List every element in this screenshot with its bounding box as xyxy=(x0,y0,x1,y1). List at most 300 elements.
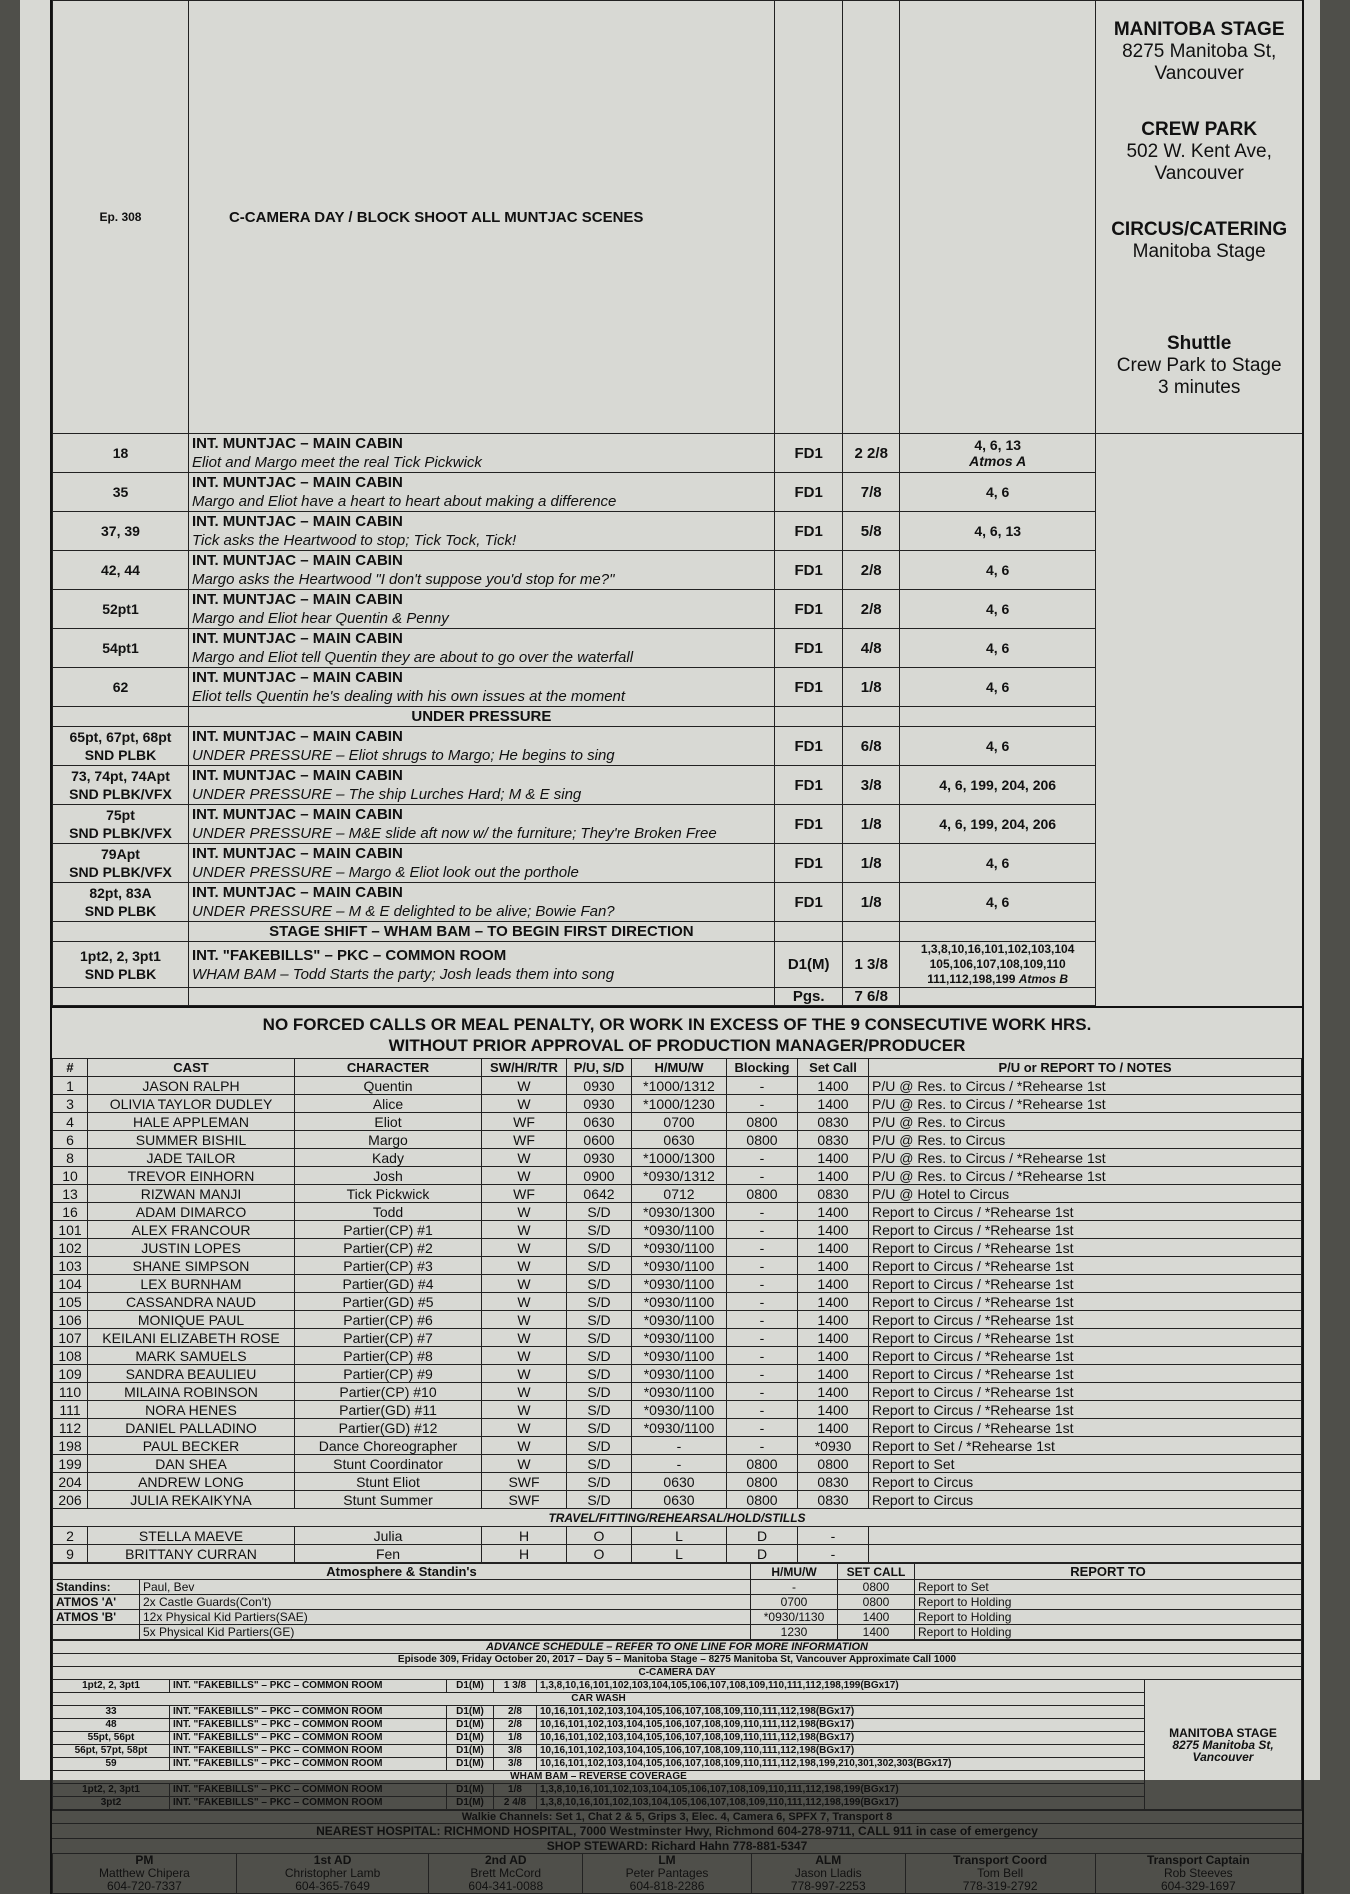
cast-row xyxy=(53,1095,1302,1113)
cast-hmu: *1000/1312 xyxy=(632,1077,727,1095)
advance-pages: 1/8 xyxy=(494,1784,537,1797)
cast-pu: 0630 xyxy=(567,1113,632,1131)
scene-row xyxy=(53,590,1303,629)
cast-row xyxy=(53,1473,1302,1491)
cast-setcall: 1400 xyxy=(798,1149,869,1167)
scene-row xyxy=(53,434,1303,473)
advance-set: D1(M) xyxy=(447,1680,494,1693)
scene-cast-2: 105,106,107,108,109,110 xyxy=(929,957,1066,971)
cast-status: WF xyxy=(482,1113,567,1131)
scene-pages: 2 2/8 xyxy=(843,434,900,473)
cast-hmu: *1000/1300 xyxy=(632,1149,727,1167)
advance-cast: 10,16,101,102,103,104,105,106,107,108,109,110,111,112,198,199,210,301,302,303(BGx17) xyxy=(537,1758,1145,1771)
contacts-row xyxy=(53,1854,1302,1894)
cast-setcall: 1400 xyxy=(798,1401,869,1419)
contact-name: Matthew Chipera xyxy=(99,1866,190,1880)
scene-number: 79Apt xyxy=(101,846,140,862)
cast-num: 204 xyxy=(53,1473,88,1491)
cast-num: 105 xyxy=(53,1293,88,1311)
cast-setcall: 0830 xyxy=(798,1131,869,1149)
cast-row xyxy=(53,1329,1302,1347)
scene-cast: 4, 6, 13 xyxy=(974,523,1022,539)
location-line-2: Vancouver xyxy=(1154,163,1244,184)
cast-row xyxy=(53,1185,1302,1203)
work-hours-notice xyxy=(52,1006,1302,1058)
cast-hmu: *0930/1100 xyxy=(632,1329,727,1347)
location-title: MANITOBA STAGE xyxy=(1113,19,1285,40)
cast-header-row xyxy=(53,1059,1302,1077)
cast-blocking: - xyxy=(727,1167,798,1185)
cast-blocking: - xyxy=(727,1149,798,1167)
cast-status: H xyxy=(482,1545,567,1563)
scene-desc-cell xyxy=(188,805,774,844)
cast-name: LEX BURNHAM xyxy=(88,1275,295,1293)
locations-panel xyxy=(1096,1,1302,434)
cast-blocking: D xyxy=(727,1545,798,1563)
cast-row xyxy=(53,1131,1302,1149)
atmos-col-report: REPORT TO xyxy=(915,1564,1302,1580)
cast-blocking: - xyxy=(727,1257,798,1275)
cast-notes xyxy=(869,1545,1302,1563)
travel-header-row xyxy=(53,1509,1302,1527)
cast-setcall: 0830 xyxy=(798,1185,869,1203)
advance-row xyxy=(53,1719,1302,1732)
cast-character: Tick Pickwick xyxy=(295,1185,482,1203)
scene-set: FD1 xyxy=(774,473,843,512)
advance-title: ADVANCE SCHEDULE – REFER TO ONE LINE FOR MORE INFORMATION xyxy=(53,1641,1302,1654)
cast-character: Dance Choreographer xyxy=(295,1437,482,1455)
cast-character: Julia xyxy=(295,1527,482,1545)
cast-name: MILAINA ROBINSON xyxy=(88,1383,295,1401)
atmos-desc: 12x Physical Kid Partiers(SAE) xyxy=(140,1610,751,1625)
scene-set: FD1 xyxy=(774,512,843,551)
scene-cast: 4, 6 xyxy=(985,562,1010,578)
cast-status: W xyxy=(482,1149,567,1167)
cast-blocking: - xyxy=(727,1437,798,1455)
cast-pu: S/D xyxy=(567,1401,632,1419)
cast-setcall: 1400 xyxy=(798,1275,869,1293)
scene-number-cell xyxy=(53,805,189,844)
cast-character: Quentin xyxy=(295,1077,482,1095)
advance-row xyxy=(53,1784,1302,1797)
scene-set: FD1 xyxy=(774,883,843,922)
cast-pu: O xyxy=(567,1527,632,1545)
location-block xyxy=(1099,219,1299,263)
scene-pages: 2/8 xyxy=(843,551,900,590)
cast-status: SWF xyxy=(482,1491,567,1509)
atmos-report: Report to Set xyxy=(915,1580,1302,1595)
contact-role: 1st AD xyxy=(313,1853,352,1867)
episode-label: Ep. 308 xyxy=(53,1,189,434)
cast-name: JASON RALPH xyxy=(88,1077,295,1095)
cast-row xyxy=(53,1401,1302,1419)
advance-title-row xyxy=(53,1641,1302,1654)
advance-slug: INT. "FAKEBILLS" – PKC – COMMON ROOM xyxy=(170,1745,447,1758)
cast-pu: S/D xyxy=(567,1239,632,1257)
scene-cast-cell xyxy=(899,434,1095,473)
cast-notes: P/U @ Hotel to Circus xyxy=(869,1185,1302,1203)
scene-description: UNDER PRESSURE – Margo & Eliot look out the porthole xyxy=(191,864,579,881)
cast-character: Partier(CP) #3 xyxy=(295,1257,482,1275)
cast-name: NORA HENES xyxy=(88,1401,295,1419)
scene-desc-cell xyxy=(188,590,774,629)
advance-scene: 55pt, 56pt xyxy=(53,1732,170,1745)
scene-row xyxy=(53,844,1303,883)
cast-blocking: - xyxy=(727,1419,798,1437)
location-title: Shuttle xyxy=(1166,333,1232,354)
atmos-row xyxy=(53,1610,1302,1625)
cast-notes: P/U @ Res. to Circus / *Rehearse 1st xyxy=(869,1077,1302,1095)
cast-name: JUSTIN LOPES xyxy=(88,1239,295,1257)
scene-row xyxy=(53,942,1303,988)
cast-blocking: 0800 xyxy=(727,1491,798,1509)
cast-setcall: 0830 xyxy=(798,1473,869,1491)
cast-pu: S/D xyxy=(567,1437,632,1455)
cast-notes xyxy=(869,1527,1302,1545)
cast-status: W xyxy=(482,1437,567,1455)
atmos-header-row xyxy=(53,1564,1302,1580)
contact-cell xyxy=(583,1854,752,1894)
cast-notes: Report to Circus / *Rehearse 1st xyxy=(869,1203,1302,1221)
scene-set: FD1 xyxy=(774,766,843,805)
cast-character: Partier(CP) #6 xyxy=(295,1311,482,1329)
cast-pu: 0930 xyxy=(567,1077,632,1095)
advance-pages: 1/8 xyxy=(494,1732,537,1745)
advance-location-title: MANITOBA STAGE xyxy=(1169,1725,1277,1740)
scene-slug: INT. MUNTJAC – MAIN CABIN xyxy=(191,435,403,452)
scene-description: Margo and Eliot hear Quentin & Penny xyxy=(191,610,449,627)
scene-pages: 6/8 xyxy=(843,727,900,766)
location-line-1: 8275 Manitoba St, xyxy=(1122,41,1277,62)
cast-num: 198 xyxy=(53,1437,88,1455)
cast-row xyxy=(53,1365,1302,1383)
cast-blocking: - xyxy=(727,1401,798,1419)
cast-status: W xyxy=(482,1419,567,1437)
cast-pu: S/D xyxy=(567,1203,632,1221)
advance-row xyxy=(53,1745,1302,1758)
scene-description: UNDER PRESSURE – M&E slide aft now w/ the furniture; They're Broken Free xyxy=(191,825,717,842)
cast-name: TREVOR EINHORN xyxy=(88,1167,295,1185)
scene-note: SND PLBK/VFX xyxy=(69,825,172,841)
cast-blocking: - xyxy=(727,1293,798,1311)
advance-row xyxy=(53,1706,1302,1719)
contact-phone: 604-341-0088 xyxy=(468,1879,544,1893)
cast-character: Partier(CP) #10 xyxy=(295,1383,482,1401)
scene-cast-cell xyxy=(899,590,1095,629)
cast-notes: Report to Set / *Rehearse 1st xyxy=(869,1437,1302,1455)
scene-number-cell xyxy=(53,883,189,922)
cast-num: 102 xyxy=(53,1239,88,1257)
scene-cast-2: Atmos A xyxy=(969,453,1027,469)
cast-row xyxy=(53,1383,1302,1401)
cast-notes: Report to Circus / *Rehearse 1st xyxy=(869,1239,1302,1257)
advance-carwash-row xyxy=(53,1693,1302,1706)
scene-description: Tick asks the Heartwood to stop; Tick Tock, Tick! xyxy=(191,532,517,549)
cast-setcall: 1400 xyxy=(798,1095,869,1113)
advance-pages: 1 3/8 xyxy=(494,1680,537,1693)
cast-hmu: *0930/1100 xyxy=(632,1419,727,1437)
scene-desc-cell xyxy=(188,883,774,922)
scene-slug: INT. MUNTJAC – MAIN CABIN xyxy=(191,513,403,530)
cast-setcall: 1400 xyxy=(798,1329,869,1347)
notice-line-2: WITHOUT PRIOR APPROVAL OF PRODUCTION MANAGER/PRODUCER xyxy=(388,1036,966,1055)
cast-notes: Report to Circus / *Rehearse 1st xyxy=(869,1221,1302,1239)
cast-setcall: 1400 xyxy=(798,1257,869,1275)
cast-setcall: - xyxy=(798,1527,869,1545)
advance-schedule-table xyxy=(52,1640,1302,1810)
stage-shift-banner: STAGE SHIFT – WHAM BAM – TO BEGIN FIRST DIRECTION xyxy=(188,922,774,942)
scene-number: 73, 74pt, 74Apt xyxy=(71,768,170,784)
col-num: # xyxy=(53,1059,88,1077)
cast-pu: S/D xyxy=(567,1347,632,1365)
travel-row xyxy=(53,1527,1302,1545)
cast-notes: Report to Circus / *Rehearse 1st xyxy=(869,1293,1302,1311)
advance-pages: 3/8 xyxy=(494,1758,537,1771)
scene-desc-cell xyxy=(188,766,774,805)
cast-name: OLIVIA TAYLOR DUDLEY xyxy=(88,1095,295,1113)
cast-name: JADE TAILOR xyxy=(88,1149,295,1167)
cast-hmu: *1000/1230 xyxy=(632,1095,727,1113)
contact-name: Jason Lladis xyxy=(794,1866,862,1880)
cast-row xyxy=(53,1311,1302,1329)
cast-num: 108 xyxy=(53,1347,88,1365)
cast-pu: S/D xyxy=(567,1365,632,1383)
cast-character: Partier(CP) #2 xyxy=(295,1239,482,1257)
cast-blocking: - xyxy=(727,1221,798,1239)
cast-row xyxy=(53,1239,1302,1257)
cast-status: W xyxy=(482,1203,567,1221)
under-pressure-banner: UNDER PRESSURE xyxy=(188,707,774,727)
advance-reverse: WHAM BAM – REVERSE COVERAGE xyxy=(53,1771,1145,1784)
advance-row xyxy=(53,1758,1302,1771)
scene-number: 62 xyxy=(53,668,189,707)
scene-row xyxy=(53,668,1303,707)
advance-c-camera: C-CAMERA DAY xyxy=(53,1667,1302,1680)
atmos-col-hmu: H/MU/W xyxy=(751,1564,838,1580)
cast-num: 4 xyxy=(53,1113,88,1131)
advance-scene: 48 xyxy=(53,1719,170,1732)
scene-desc-cell xyxy=(188,473,774,512)
cast-num: 3 xyxy=(53,1095,88,1113)
atmos-report: Report to Holding xyxy=(915,1625,1302,1640)
cast-name: ANDREW LONG xyxy=(88,1473,295,1491)
advance-cast: 10,16,101,102,103,104,105,106,107,108,109,110,111,112,198(BGx17) xyxy=(537,1719,1145,1732)
cast-blocking: 0800 xyxy=(727,1185,798,1203)
scene-number-cell xyxy=(53,727,189,766)
cast-name: SANDRA BEAULIEU xyxy=(88,1365,295,1383)
cast-hmu: *0930/1300 xyxy=(632,1203,727,1221)
advance-cast: 10,16,101,102,103,104,105,106,107,108,109,110,111,112,198(BGx17) xyxy=(537,1745,1145,1758)
advance-cast: 10,16,101,102,103,104,105,106,107,108,109,110,111,112,198(BGx17) xyxy=(537,1732,1145,1745)
location-block xyxy=(1099,333,1299,399)
cast-notes: Report to Circus xyxy=(869,1473,1302,1491)
atmos-desc: 5x Physical Kid Partiers(GE) xyxy=(140,1625,751,1640)
contact-cell xyxy=(429,1854,583,1894)
scene-number: 35 xyxy=(53,473,189,512)
cast-character: Stunt Summer xyxy=(295,1491,482,1509)
scene-row xyxy=(53,805,1303,844)
pages-total-label: Pgs. xyxy=(774,988,843,1006)
walkie-channels: Walkie Channels: Set 1, Chat 2 & 5, Grips 3, Elec. 4, Camera 6, SPFX 7, Transport 8 xyxy=(52,1810,1302,1823)
cast-character: Stunt Coordinator xyxy=(295,1455,482,1473)
scene-cast: 4, 6, 199, 204, 206 xyxy=(899,805,1095,844)
scene-description: WHAM BAM – Todd Starts the party; Josh leads them into song xyxy=(191,965,615,983)
cast-hmu: L xyxy=(632,1527,727,1545)
atmosphere-table xyxy=(52,1563,1302,1640)
cast-num: 110 xyxy=(53,1383,88,1401)
contacts-table xyxy=(52,1853,1302,1894)
atmos-report: Report to Holding xyxy=(915,1610,1302,1625)
cast-blocking: - xyxy=(727,1311,798,1329)
scene-desc-cell xyxy=(188,512,774,551)
cast-num: 109 xyxy=(53,1365,88,1383)
cast-character: Kady xyxy=(295,1149,482,1167)
cast-status: W xyxy=(482,1077,567,1095)
cast-setcall: 1400 xyxy=(798,1383,869,1401)
contact-phone: 604-329-1697 xyxy=(1160,1879,1236,1893)
cast-status: WF xyxy=(482,1185,567,1203)
advance-slug: INT. "FAKEBILLS" – PKC – COMMON ROOM xyxy=(170,1732,447,1745)
scene-note: SND PLBK xyxy=(84,903,157,919)
contact-name: Christopher Lamb xyxy=(284,1866,381,1880)
cast-notes: Report to Circus / *Rehearse 1st xyxy=(869,1365,1302,1383)
cast-name: STELLA MAEVE xyxy=(88,1527,295,1545)
atmos-setcall: 1400 xyxy=(838,1625,915,1640)
atmos-label xyxy=(53,1625,140,1640)
atmos-setcall: 1400 xyxy=(838,1610,915,1625)
scene-cast: 4, 6 xyxy=(899,883,1095,922)
advance-car-wash: CAR WASH xyxy=(53,1693,1145,1706)
scene-cast: 4, 6, 13 xyxy=(974,437,1022,453)
cast-setcall: 1400 xyxy=(798,1203,869,1221)
cast-blocking: - xyxy=(727,1365,798,1383)
cast-status: SWF xyxy=(482,1473,567,1491)
cast-character: Partier(CP) #9 xyxy=(295,1365,482,1383)
scene-set: FD1 xyxy=(774,590,843,629)
cast-blocking: - xyxy=(727,1239,798,1257)
atmos-label: ATMOS 'B' xyxy=(53,1610,140,1625)
advance-set: D1(M) xyxy=(447,1745,494,1758)
location-line-1: 502 W. Kent Ave, xyxy=(1126,141,1272,162)
advance-reverse-row xyxy=(53,1771,1302,1784)
schedule-banner: C-CAMERA DAY / BLOCK SHOOT ALL MUNTJAC SCENES xyxy=(188,1,774,434)
cast-pu: S/D xyxy=(567,1275,632,1293)
scene-slug: INT. MUNTJAC – MAIN CABIN xyxy=(191,630,403,647)
contact-role: PM xyxy=(135,1853,154,1867)
location-line-1: Manitoba Stage xyxy=(1132,241,1266,262)
cast-row xyxy=(53,1167,1302,1185)
cast-num: 2 xyxy=(53,1527,88,1545)
scene-slug: INT. MUNTJAC – MAIN CABIN xyxy=(191,591,403,608)
cast-pu: S/D xyxy=(567,1311,632,1329)
scene-cast: 4, 6 xyxy=(985,601,1010,617)
cast-character: Stunt Eliot xyxy=(295,1473,482,1491)
cast-hmu: 0712 xyxy=(632,1185,727,1203)
cast-character: Josh xyxy=(295,1167,482,1185)
advance-location-address: 8275 Manitoba St, Vancouver xyxy=(1172,1737,1274,1764)
cast-num: 16 xyxy=(53,1203,88,1221)
cast-name: KEILANI ELIZABETH ROSE xyxy=(88,1329,295,1347)
cast-pu: 0600 xyxy=(567,1131,632,1149)
scene-row xyxy=(53,473,1303,512)
scene-row xyxy=(53,883,1303,922)
cast-pu: S/D xyxy=(567,1329,632,1347)
cast-hmu: 0700 xyxy=(632,1113,727,1131)
scene-slug: INT. MUNTJAC – MAIN CABIN xyxy=(191,806,403,823)
advance-row xyxy=(53,1797,1302,1810)
col-status: SW/H/R/TR xyxy=(482,1059,567,1077)
cast-row xyxy=(53,1077,1302,1095)
scene-slug: INT. MUNTJAC – MAIN CABIN xyxy=(191,767,403,784)
cast-row xyxy=(53,1257,1302,1275)
advance-scene: 1pt2, 2, 3pt1 xyxy=(53,1680,170,1693)
scene-number: 65pt, 67pt, 68pt xyxy=(69,729,172,745)
cast-hmu: *0930/1100 xyxy=(632,1257,727,1275)
scene-number: 1pt2, 2, 3pt1 xyxy=(80,947,161,964)
cast-setcall: 1400 xyxy=(798,1311,869,1329)
cast-num: 103 xyxy=(53,1257,88,1275)
cast-notes: P/U @ Res. to Circus / *Rehearse 1st xyxy=(869,1167,1302,1185)
cast-setcall: 1400 xyxy=(798,1239,869,1257)
cast-status: W xyxy=(482,1167,567,1185)
atmos-hmu: 1230 xyxy=(751,1625,838,1640)
cast-hmu: *0930/1100 xyxy=(632,1311,727,1329)
scene-cast-3: 111,112,198,199 xyxy=(927,972,1016,986)
cast-notes: Report to Circus / *Rehearse 1st xyxy=(869,1311,1302,1329)
cast-notes: Report to Circus / *Rehearse 1st xyxy=(869,1401,1302,1419)
advance-set: D1(M) xyxy=(447,1732,494,1745)
cast-hmu: L xyxy=(632,1545,727,1563)
cast-blocking: - xyxy=(727,1077,798,1095)
scene-number: 37, 39 xyxy=(53,512,189,551)
cast-blocking: 0800 xyxy=(727,1473,798,1491)
cast-character: Eliot xyxy=(295,1113,482,1131)
atmos-row xyxy=(53,1580,1302,1595)
cast-notes: Report to Circus / *Rehearse 1st xyxy=(869,1275,1302,1293)
cast-name: DAN SHEA xyxy=(88,1455,295,1473)
contact-role: Transport Coord xyxy=(953,1853,1048,1867)
atmos-label: ATMOS 'A' xyxy=(53,1595,140,1610)
advance-slug: INT. "FAKEBILLS" – PKC – COMMON ROOM xyxy=(170,1758,447,1771)
stage-shift-row xyxy=(53,922,1303,942)
cast-pu: S/D xyxy=(567,1221,632,1239)
location-block xyxy=(1099,119,1299,185)
cast-status: W xyxy=(482,1257,567,1275)
atmos-label: Standins: xyxy=(53,1580,140,1595)
contact-phone: 778-319-2792 xyxy=(962,1879,1038,1893)
cast-num: 107 xyxy=(53,1329,88,1347)
cast-hmu: *0930/1100 xyxy=(632,1275,727,1293)
cast-num: 9 xyxy=(53,1545,88,1563)
cast-num: 199 xyxy=(53,1455,88,1473)
cast-character: Partier(GD) #11 xyxy=(295,1401,482,1419)
location-line-1: Crew Park to Stage xyxy=(1116,355,1282,376)
cast-row xyxy=(53,1437,1302,1455)
cast-notes: Report to Set xyxy=(869,1455,1302,1473)
scene-desc-cell xyxy=(188,844,774,883)
advance-slug: INT. "FAKEBILLS" – PKC – COMMON ROOM xyxy=(170,1680,447,1693)
cast-status: W xyxy=(482,1455,567,1473)
cast-notes: P/U @ Res. to Circus xyxy=(869,1113,1302,1131)
location-line-2: 3 minutes xyxy=(1157,377,1241,398)
cast-hmu: *0930/1100 xyxy=(632,1239,727,1257)
cast-pu: S/D xyxy=(567,1293,632,1311)
cast-hmu: 0630 xyxy=(632,1473,727,1491)
cast-character: Partier(CP) #1 xyxy=(295,1221,482,1239)
scene-description: UNDER PRESSURE – M & E delighted to be alive; Bowie Fan? xyxy=(191,903,615,920)
contact-cell xyxy=(53,1854,237,1894)
cast-setcall: 1400 xyxy=(798,1293,869,1311)
